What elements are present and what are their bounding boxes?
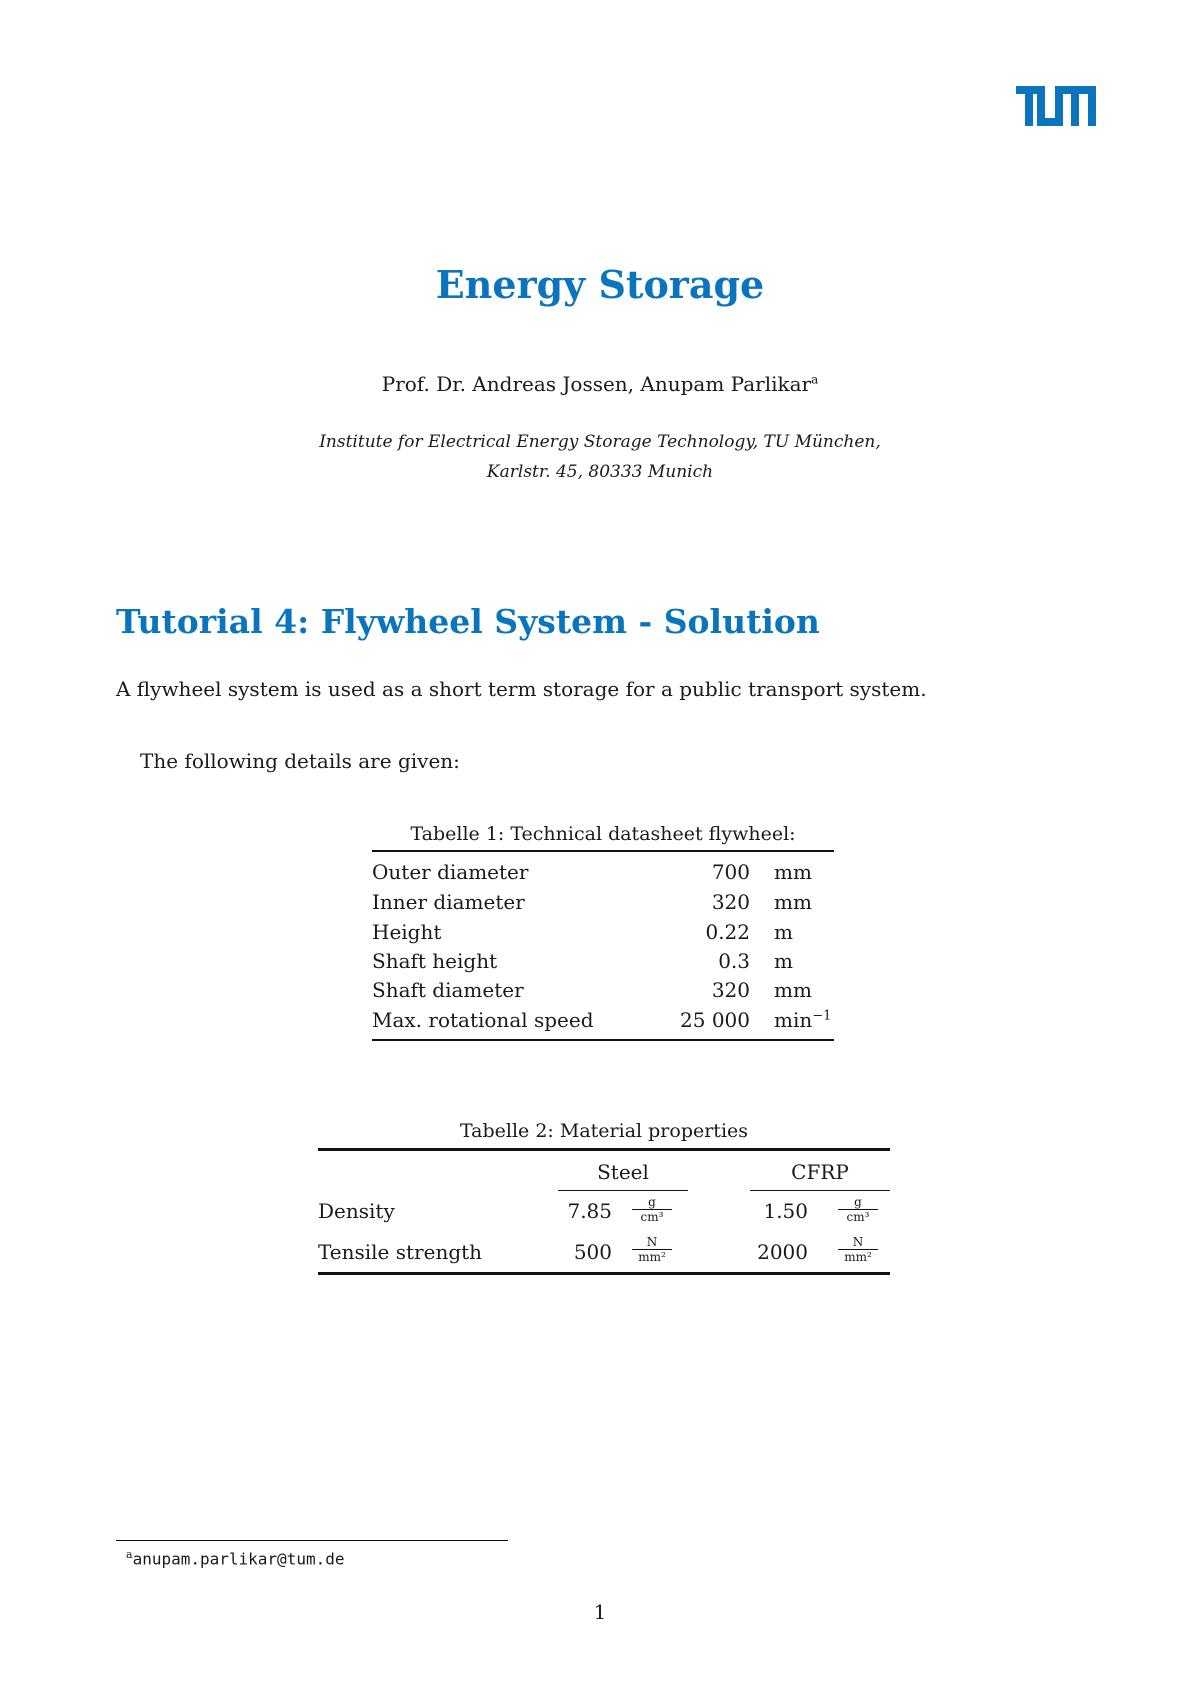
table2-caption: Tabelle 2: Material properties [459, 1120, 749, 1142]
footnote-email[interactable]: anupam.parlikar@tum.de [132, 1549, 345, 1569]
table1-unit-with-exponent [774, 1008, 831, 1032]
table2-steel-unit [632, 1196, 672, 1223]
table1-caption: Tabelle 1: Technical datasheet flywheel: [410, 823, 796, 845]
unit-numerator: g [632, 1196, 672, 1210]
table1-label: Height [372, 920, 442, 944]
author-footnote-mark: a [811, 372, 819, 387]
table2-steel-cmidrule [558, 1190, 688, 1191]
unit-denominator: mm² [844, 1250, 872, 1264]
table1-label: Outer diameter [372, 860, 529, 884]
table1-value: 0.3 [718, 949, 750, 973]
authors: Prof. Dr. Andreas Jossen, Anupam Parlikar [381, 372, 812, 396]
table2-label: Tensile strength [318, 1240, 483, 1264]
footnote-mark: a [126, 1548, 133, 1561]
unit-denominator: mm² [638, 1250, 666, 1264]
authors-line [0, 372, 1200, 396]
tum-logo [1016, 86, 1096, 126]
unit-numerator: N [632, 1236, 672, 1250]
table1-value: 320 [711, 978, 750, 1002]
table1-value: 700 [711, 860, 750, 884]
table2-steel-unit [632, 1236, 672, 1263]
table1-unit: m [774, 920, 793, 944]
table2-top-rule [318, 1148, 890, 1151]
table1-bottom-rule [372, 1039, 834, 1041]
table2-bottom-rule [318, 1272, 890, 1275]
table2-cfrp-cmidrule [750, 1190, 890, 1191]
footnote [126, 1548, 344, 1568]
table2-cfrp-value: 1.50 [763, 1199, 808, 1223]
unit-numerator: N [838, 1236, 878, 1250]
table1-unit: mm [774, 860, 812, 884]
table1-top-rule [372, 850, 834, 852]
table2-steel-value: 7.85 [567, 1199, 612, 1223]
table1-unit: min [774, 1008, 813, 1032]
institute-line-2: Karlstr. 45, 80333 Munich [486, 462, 714, 482]
intro-paragraph: A flywheel system is used as a short term storage for a public transport system. [116, 677, 927, 701]
given-paragraph: The following details are given: [140, 749, 460, 773]
table1-value: 25 000 [680, 1008, 750, 1032]
institute-line-1: Institute for Electrical Energy Storage Technology, TU München, [319, 432, 881, 452]
table1-value: 320 [711, 890, 750, 914]
table1-unit-exponent: −1 [812, 1008, 832, 1024]
table2-header-cfrp: CFRP [791, 1160, 849, 1184]
unit-numerator: g [838, 1196, 878, 1210]
table1-unit: mm [774, 890, 812, 914]
table1-label: Inner diameter [372, 890, 525, 914]
unit-denominator: cm³ [640, 1210, 664, 1224]
table1-label: Max. rotational speed [372, 1008, 594, 1032]
table1-label: Shaft diameter [372, 978, 524, 1002]
tutorial-title: Tutorial 4: Flywheel System - Solution [116, 602, 820, 641]
table2-header-steel: Steel [597, 1160, 649, 1184]
table1-unit: m [774, 949, 793, 973]
table2-cfrp-unit [838, 1236, 878, 1263]
page-number: 1 [593, 1600, 607, 1624]
table2-cfrp-value: 2000 [757, 1240, 808, 1264]
unit-denominator: cm³ [846, 1210, 870, 1224]
footnote-rule [116, 1540, 508, 1541]
document-title: Energy Storage [435, 262, 765, 307]
table1-value: 0.22 [705, 920, 750, 944]
table1-label: Shaft height [372, 949, 498, 973]
table2-label: Density [318, 1199, 395, 1223]
table1-unit: mm [774, 978, 812, 1002]
table2-cfrp-unit [838, 1196, 878, 1223]
table2-steel-value: 500 [573, 1240, 612, 1264]
